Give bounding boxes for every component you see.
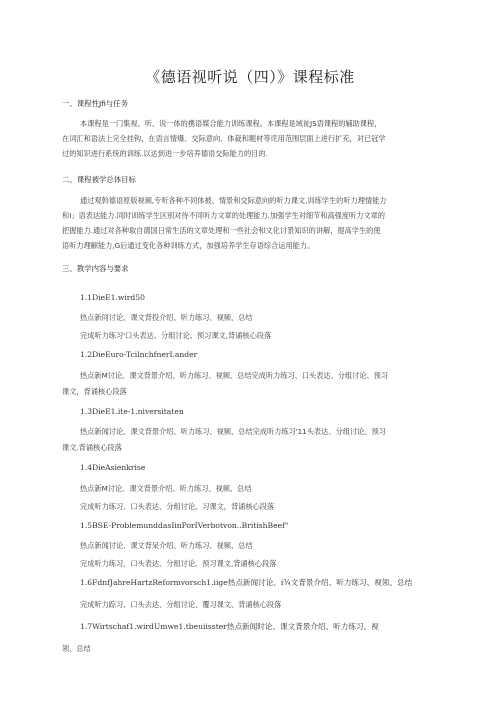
unit-title: 1.4DieAsienkrise bbox=[80, 463, 146, 472]
list-item: 完成听力练习、口头表达、分组讨论、习课文，背诵核心段落 bbox=[80, 502, 275, 511]
unit-title: 1.3DieE1.ite-1.niversitaten bbox=[80, 407, 184, 416]
unit-title: 1.7Wirtschaf1.wirdUmwe1.tbeuiisster热点新闻时论、课文背景介绍、听力练习、视 bbox=[80, 622, 379, 631]
list-item: 热点新闻讨论、课文背呆介绍、听力练习、视频、总结 bbox=[80, 541, 253, 550]
list-item: 领、总结 bbox=[62, 644, 91, 653]
section-heading-1: 一、课程性Jfi与任务 bbox=[62, 99, 128, 108]
list-item: 热点新同讨论、课文背投介绍、听力练习、视频、总结 bbox=[80, 313, 253, 322]
list-item: 完成听力练习'口头表达、分组讨论、预习课文,背诵核心段落 bbox=[80, 331, 272, 340]
unit-title: 1.6FdnfJahreHartzReformvorsch1.iige热点新闻讨论、i¾文背景介绍、听力练习、视领、总结 bbox=[80, 578, 413, 587]
paragraph-line: 和I」语表达能力.同时训练学生区别对待不同听力文章的处理能力.加强学生对细节和高强度听力文章的 bbox=[62, 211, 385, 220]
unit-title: 1.2DieEuro-TcilnchfnerI.ander bbox=[80, 350, 198, 359]
section-heading-3: 三、教学内容与要求 bbox=[62, 264, 129, 273]
list-item: 热点新M讨论、课文背景介绍、听力练习、视频、总结完成听力练习、口头表达、分组讨论、预习 bbox=[80, 371, 389, 380]
list-item: 热点新闻讨论、课文背景介绍、听力练习、视频、总结完成听力练习'11头表达、分组讨论、预习 bbox=[80, 427, 386, 436]
list-item: 完成听力练习、口头表达、分组讨论、预习课文,背诵核心段落 bbox=[80, 559, 277, 568]
list-item: 完成听力踪习、口头去达、分组讨论、覆习课文，背诵核心段落 bbox=[80, 600, 282, 609]
list-item: 热点新M讨论、课文背景介绍、听力练习、视频、总结 bbox=[80, 484, 252, 493]
paragraph-line: 通过观斡德语原版视频,专听各种不同体被、情景和交际意向的听力课文,训练学生的听力理情能力 bbox=[80, 196, 387, 205]
document-title: 《德语视听说（四）》课程标准 bbox=[145, 68, 355, 86]
paragraph-line: 本课程是一门集视、听、说一体的携语媒合能力训练课程。本课程是域祉JS语课程的辅助课程， bbox=[80, 119, 382, 128]
section-heading-2: 二、课程被学总体目标 bbox=[62, 175, 136, 184]
list-item: 课文，背诵核心段落 bbox=[62, 387, 127, 396]
list-item: 课文.背诵核心段落 bbox=[62, 443, 122, 452]
paragraph-line: 过的知识进行系统的训练.以达到进一步培养德语交际能力的目的. bbox=[62, 149, 268, 158]
paragraph-line: 把握能力.通过对各种取自德国日常生活的文章处理和一些社会和文化讨景知识的讲解，提高学生的使 bbox=[62, 226, 381, 235]
paragraph-line: 在词汇和语法上完全挂钩，在语言情爆、交际意向、体裁和题材等诧用范围层面上进行扩充，对已冠学 bbox=[62, 134, 386, 143]
unit-title: 1.5BSE-ProblemunddasIinPorIVerbotvon..BritishBeef" bbox=[80, 521, 289, 530]
paragraph-line: 语听力理解能力,G后通过变化各种训练方式，加强培养学生存语综合运用能力。 bbox=[62, 241, 315, 250]
unit-title: 1.1DieE1.wird50 bbox=[80, 293, 145, 302]
